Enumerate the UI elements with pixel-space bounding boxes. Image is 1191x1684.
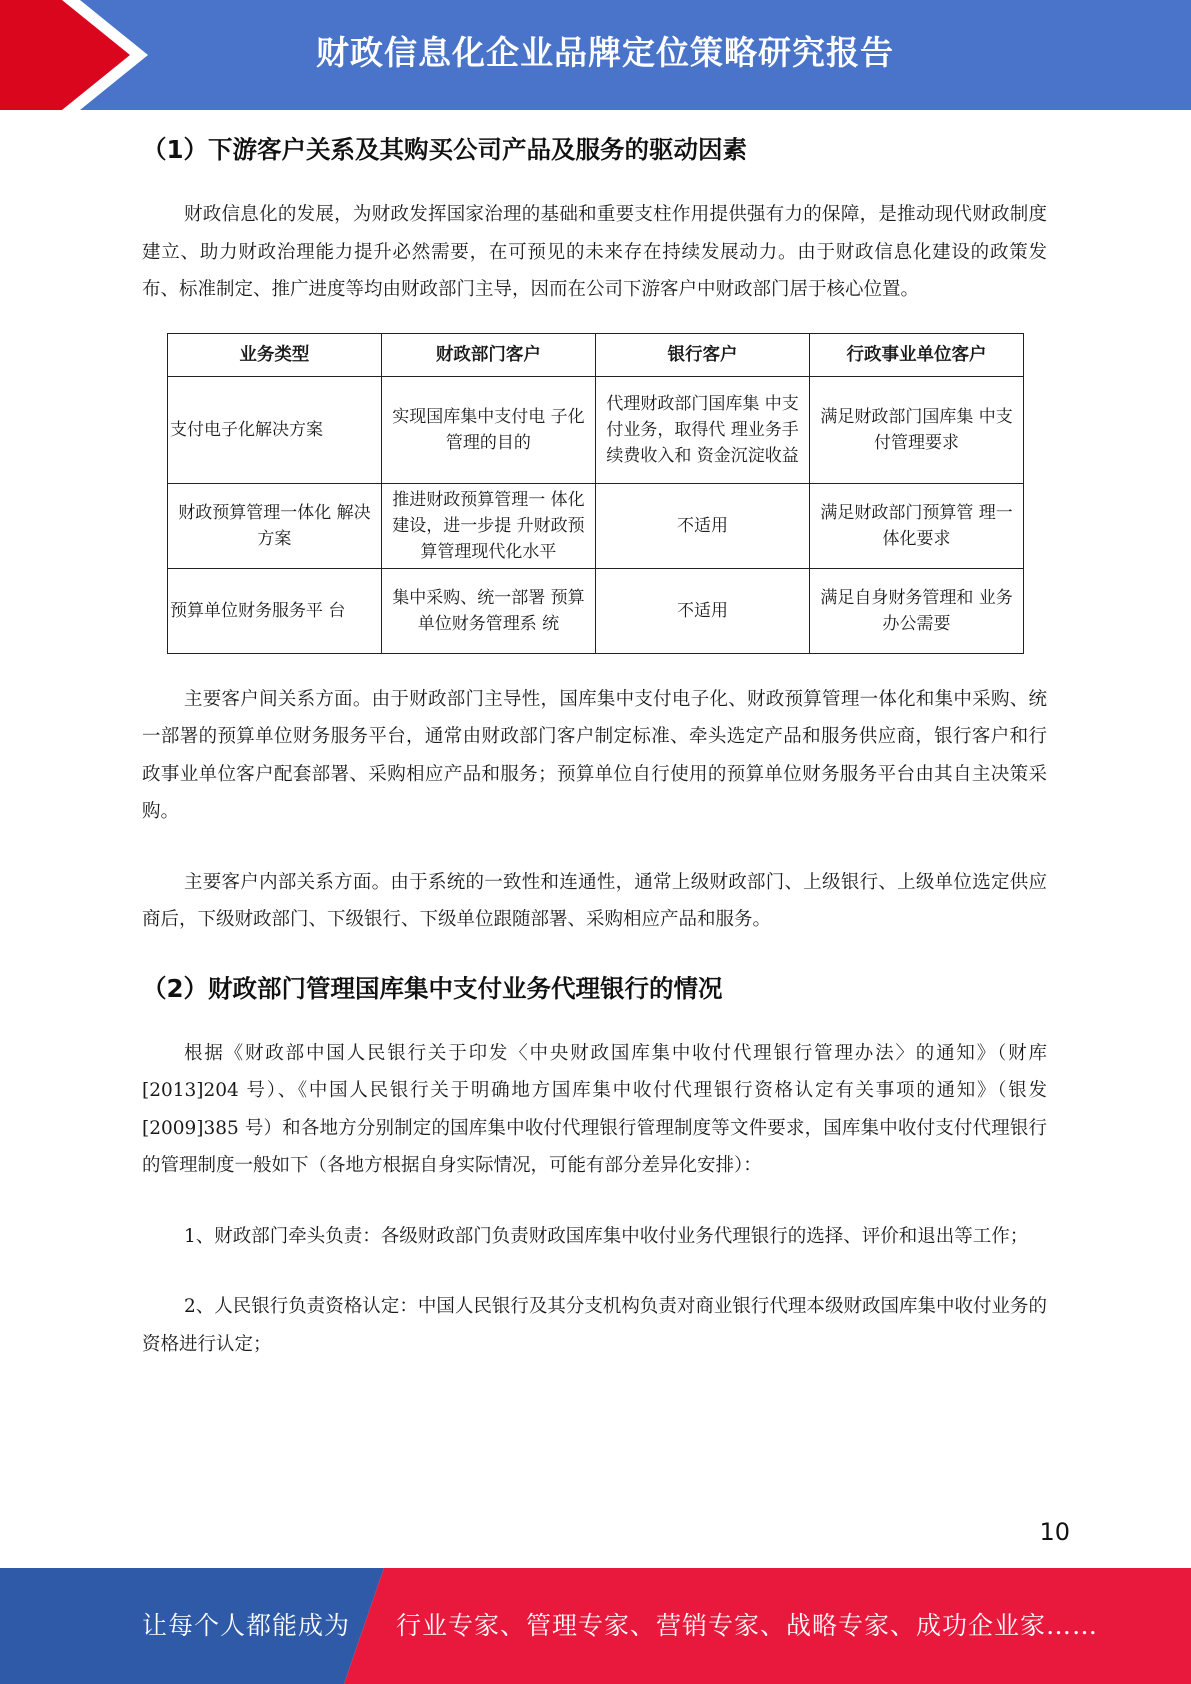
table-cell: 满足财政部门国库集 中支付管理要求	[810, 376, 1024, 483]
section-heading-1: （1）下游客户关系及其购买公司产品及服务的驱动因素	[142, 135, 748, 164]
table-header-cell: 财政部门客户	[381, 333, 595, 376]
paragraph: 财政信息化的发展，为财政发挥国家治理的基础和重要支柱作用提供强有力的保障，是推动现代财政制度建立、助力财政治理能力提升必然需要，在可预见的未来存在持续发展动力。由于财政信息化建设的政策发布、标准制定、推广进度等均由财政部门主导，因而在公司下游客户中财政部门居于核心位置。	[142, 204, 1047, 300]
table-cell: 不适用	[595, 568, 809, 653]
table-header-cell: 行政事业单位客户	[810, 333, 1024, 376]
page-number: 10	[1039, 1518, 1070, 1546]
table-cell: 预算单位财务服务平 台	[168, 568, 382, 653]
table-header-cell: 银行客户	[595, 333, 809, 376]
table-cell: 集中采购、统一部署 预算单位财务管理系 统	[381, 568, 595, 653]
footer-band	[0, 1568, 1191, 1684]
report-title: 财政信息化企业品牌定位策略研究报告	[316, 33, 894, 72]
table-cell: 满足自身财务管理和 业务办公需要	[810, 568, 1024, 653]
table-cell: 满足财政部门预算管 理一体化要求	[810, 483, 1024, 568]
table-cell: 不适用	[595, 483, 809, 568]
table-cell: 实现国库集中支付电 子化管理的目的	[381, 376, 595, 483]
table-header-row	[168, 333, 1024, 376]
table-row	[168, 568, 1024, 653]
paragraph: 根据《财政部中国人民银行关于印发〈中央财政国库集中收付代理银行管理办法〉的通知》（财库[2013]204 号）、《中国人民银行关于明确地方国库集中收付代理银行资格认定有关事项的通知》（银发[2009]385 号）和各地方分别制定的国库集中收付代理银行管理制度等文件要求，国库集中收付支付代理银行的管理制度一般如下（各地方根据自身实际情况，可能有部分差异化安排）：	[142, 1042, 1047, 1176]
table-cell: 财政预算管理一体化 解决方案	[168, 483, 382, 568]
header-band	[0, 0, 1191, 110]
table-row	[168, 376, 1024, 483]
table-cell: 代理财政部门国库集 中支付业务，取得代 理业务手续费收入和 资金沉淀收益	[595, 376, 809, 483]
list-item: 2、人民银行负责资格认定：中国人民银行及其分支机构负责对商业银行代理本级财政国库集中收付业务的资格进行认定；	[142, 1296, 1047, 1355]
table-cell: 推进财政预算管理一 体化建设，进一步提 升财政预算管理现代化水平	[381, 483, 595, 568]
table-row	[168, 483, 1024, 568]
footer-slogan-right: 行业专家、管理专家、营销专家、战略专家、成功企业家……	[396, 1611, 1099, 1640]
list-item: 1、财政部门牵头负责：各级财政部门负责财政国库集中收付业务代理银行的选择、评价和退出等工作；	[184, 1225, 1029, 1247]
footer-slogan-left: 让每个人都能成为	[142, 1611, 351, 1640]
customer-table	[167, 333, 1024, 654]
table-cell: 支付电子化解决方案	[168, 376, 382, 483]
paragraph: 主要客户间关系方面。由于财政部门主导性，国库集中支付电子化、财政预算管理一体化和集中采购、统一部署的预算单位财务服务平台，通常由财政部门客户制定标准、牵头选定产品和服务供应商，银行客户和行政事业单位客户配套部署、采购相应产品和服务；预算单位自行使用的预算单位财务服务平台由其自主决策采购。	[142, 688, 1047, 822]
section-heading-2: （2）财政部门管理国库集中支付业务代理银行的情况	[142, 973, 723, 1003]
paragraph: 主要客户内部关系方面。由于系统的一致性和连通性，通常上级财政部门、上级银行、上级单位选定供应商后，下级财政部门、下级银行、下级单位跟随部署、采购相应产品和服务。	[142, 871, 1047, 930]
table-header-cell: 业务类型	[168, 333, 382, 376]
main-content	[142, 128, 1047, 1363]
